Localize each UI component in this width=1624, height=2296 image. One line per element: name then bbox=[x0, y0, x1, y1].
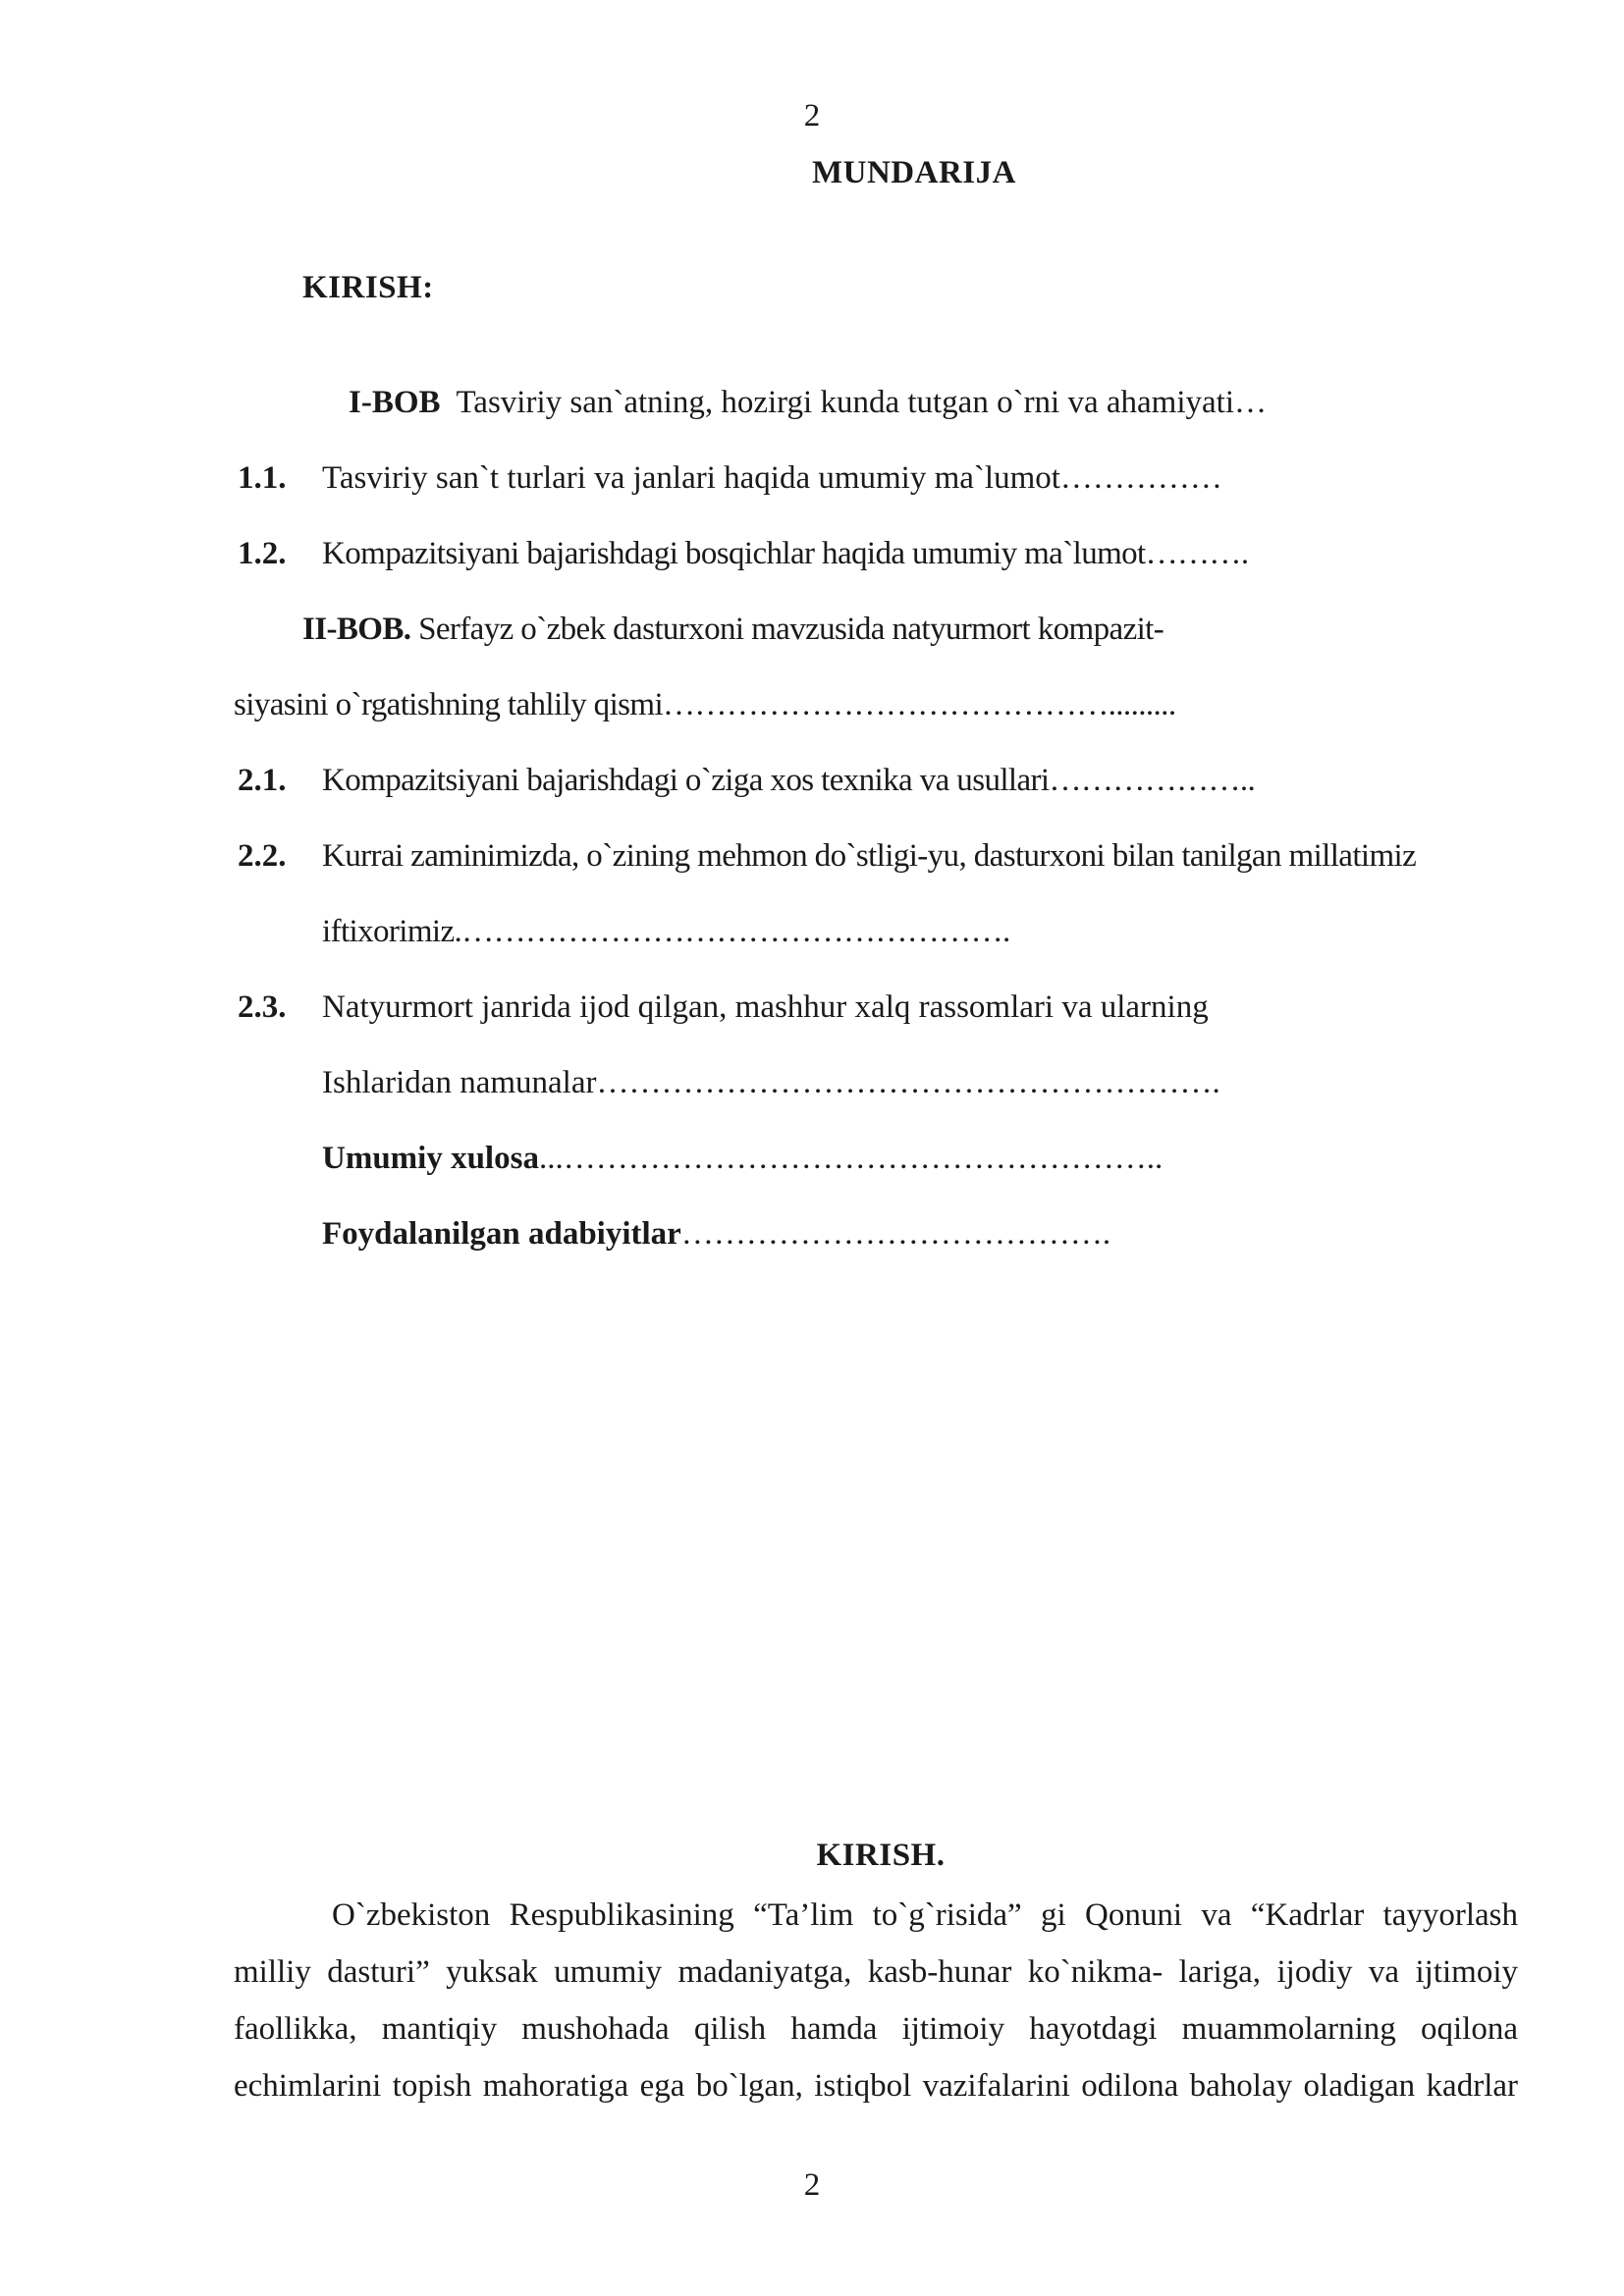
toc-chapter-1 bbox=[349, 383, 1267, 422]
toc-chapter-2-label: II-BOB. bbox=[302, 612, 411, 647]
toc-conclusion-label: Umumiy xulosa bbox=[322, 1141, 539, 1176]
toc-item-text: Kompazitsiyani bajarishdagi bosqichlar haqida umumiy ma`lumot………. bbox=[322, 536, 1249, 571]
page-number-bottom: 2 bbox=[803, 2167, 821, 2203]
toc-item-2-3-continuation: Ishlaridan namunalar…………………………………………………. bbox=[322, 1065, 1220, 1100]
toc-item-text: Tasviriy san`t turlari va janlari haqida umumiy ma`lumot…………… bbox=[322, 460, 1222, 496]
toc-chapter-2 bbox=[302, 610, 1164, 649]
toc-conclusion bbox=[322, 1139, 1163, 1178]
toc-item-text: Kurrai zaminimizda, o`zining mehmon do`stligi-yu, dasturxoni bilan tanilgan millatimiz bbox=[322, 838, 1417, 874]
toc-chapter-2-continuation: siyasini o`rgatishning tahlily qismi……………………………………......... bbox=[234, 687, 1176, 722]
toc-references-dots: …………………………………. bbox=[680, 1216, 1111, 1252]
toc-item-number: 1.1. bbox=[238, 460, 287, 496]
toc-references-label: Foydalanilgan adabiyitlar bbox=[322, 1216, 681, 1252]
toc-references bbox=[322, 1214, 1110, 1254]
intro-paragraph bbox=[234, 1887, 1518, 2114]
toc-item-2-2-continuation: iftixorimiz.……………………………………………. bbox=[322, 914, 1010, 949]
intro-paragraph-line: O`zbekiston Respublikasining “Ta’lim to`g`risida” gi Qonuni va “Kadrlar tayyorlash bbox=[332, 1897, 1518, 1933]
toc-item-number: 2.2. bbox=[238, 838, 287, 874]
intro-paragraph-line: faollikka, mantiqiy mushohada qilish hamda ijtimoiy hayotdagi muammolarning oqilona bbox=[234, 2011, 1518, 2047]
page-number-top: 2 bbox=[803, 98, 821, 133]
intro-paragraph-line: echimlarini topish mahoratiga ega bo`lgan, istiqbol vazifalarini odilona baholay oladigan kadrlar bbox=[234, 2068, 1518, 2104]
toc-item-2-2 bbox=[238, 836, 1514, 876]
toc-item-number: 2.1. bbox=[238, 763, 287, 798]
toc-item-2-1 bbox=[238, 761, 1416, 800]
toc-item-1-1 bbox=[238, 458, 1416, 498]
toc-title: MUNDARIJA bbox=[812, 155, 1016, 190]
intro-title: KIRISH. bbox=[816, 1838, 946, 1873]
toc-item-number: 1.2. bbox=[238, 536, 287, 571]
toc-item-2-3 bbox=[238, 988, 1416, 1027]
toc-item-number: 2.3. bbox=[238, 989, 287, 1025]
toc-chapter-1-label: I-BOB bbox=[349, 385, 441, 420]
toc-chapter-1-text: Tasviriy san`atning, hozirgi kunda tutgan o`rni va ahamiyati… bbox=[456, 385, 1267, 420]
toc-conclusion-dots: ...……………………………………………….. bbox=[538, 1141, 1164, 1176]
toc-intro-heading: KIRISH: bbox=[302, 270, 434, 305]
toc-item-text: Natyurmort janrida ijod qilgan, mashhur xalq rassomlari va ularning bbox=[322, 989, 1209, 1025]
intro-paragraph-line: milliy dasturi” yuksak umumiy madaniyatga, kasb-hunar ko`nikma- lariga, ijodiy va ijtimoiy bbox=[234, 1954, 1518, 1990]
toc-item-1-2 bbox=[238, 534, 1416, 573]
toc-chapter-2-text: Serfayz o`zbek dasturxoni mavzusida natyurmort kompazit- bbox=[418, 612, 1164, 647]
toc-item-text: Kompazitsiyani bajarishdagi o`ziga xos texnika va usullari……………….. bbox=[322, 763, 1256, 798]
